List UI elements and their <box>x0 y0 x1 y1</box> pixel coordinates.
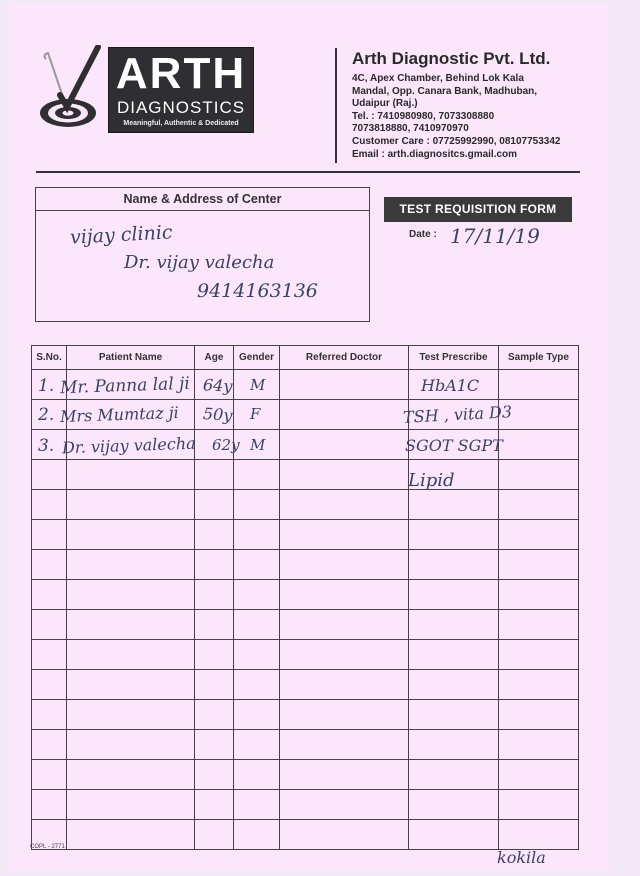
patient-name: Mrs Mumtaz ji <box>59 402 180 427</box>
patient-age: 64y <box>202 375 233 396</box>
col-header-test-prescribe: Test Prescribe <box>409 346 499 370</box>
table-cell <box>280 370 409 400</box>
table-cell <box>280 730 409 760</box>
table-cell <box>67 520 195 550</box>
table-cell <box>67 550 195 580</box>
table-cell <box>409 700 499 730</box>
telephone-line: 7073818880, 7410970970 <box>352 123 469 135</box>
address-line: Udaipur (Raj.) <box>352 98 418 110</box>
table-cell <box>409 520 499 550</box>
table-cell <box>234 730 280 760</box>
table-cell <box>234 550 280 580</box>
table-cell <box>280 490 409 520</box>
table-cell <box>499 580 579 610</box>
table-cell <box>195 820 234 850</box>
table-cell <box>32 700 67 730</box>
table-cell <box>32 730 67 760</box>
table-row <box>32 490 579 520</box>
table-cell <box>499 670 579 700</box>
table-cell <box>409 790 499 820</box>
table-cell <box>280 640 409 670</box>
patient-gender: F <box>250 405 261 423</box>
table-cell <box>195 520 234 550</box>
test-prescribed: Lipid <box>408 470 455 491</box>
header-rule <box>36 171 580 173</box>
col-header-age: Age <box>195 346 234 370</box>
table-cell <box>234 610 280 640</box>
table-cell <box>280 700 409 730</box>
test-prescribed: HbA1C <box>421 376 480 395</box>
table-cell <box>280 460 409 490</box>
table-cell <box>32 790 67 820</box>
table-cell <box>32 760 67 790</box>
table-cell <box>67 730 195 760</box>
table-cell <box>499 430 579 460</box>
table-cell <box>234 460 280 490</box>
test-prescribed: SGOT SGPT <box>405 436 503 455</box>
header-divider <box>335 48 337 163</box>
col-header-referred-doctor: Referred Doctor <box>280 346 409 370</box>
table-cell <box>409 760 499 790</box>
table-cell <box>499 370 579 400</box>
table-cell <box>499 610 579 640</box>
table-cell <box>234 640 280 670</box>
table-cell <box>499 820 579 850</box>
patient-name: Dr. vijay valecha <box>61 433 196 458</box>
table-cell <box>280 760 409 790</box>
table-cell <box>280 430 409 460</box>
logo-wordmark <box>108 47 254 133</box>
serial-number: 1. <box>38 376 55 396</box>
table-row <box>32 640 579 670</box>
patient-age: 50y <box>202 403 234 426</box>
table-cell <box>67 580 195 610</box>
table-cell <box>67 670 195 700</box>
table-cell <box>499 520 579 550</box>
logo-subtitle: DIAGNOSTICS <box>116 98 246 117</box>
table-cell <box>409 610 499 640</box>
table-cell <box>280 820 409 850</box>
table-cell <box>32 490 67 520</box>
table-cell <box>32 670 67 700</box>
patient-name: Mr. Panna lal ji <box>59 373 191 399</box>
table-cell <box>195 700 234 730</box>
center-name: vijay clinic <box>69 221 174 249</box>
table-cell <box>499 700 579 730</box>
table-cell <box>32 520 67 550</box>
table-cell <box>280 580 409 610</box>
table-cell <box>195 610 234 640</box>
table-cell <box>234 760 280 790</box>
table-cell <box>234 520 280 550</box>
table-cell <box>234 580 280 610</box>
table-cell <box>499 460 579 490</box>
table-cell <box>195 730 234 760</box>
signature: kokila <box>497 848 546 867</box>
table-header-row <box>32 346 579 370</box>
form-title: TEST REQUISITION FORM <box>384 197 572 222</box>
table-cell <box>67 760 195 790</box>
serial-number: 3. <box>38 436 55 456</box>
table-cell <box>234 670 280 700</box>
company-logo <box>38 45 253 135</box>
col-header-sample-type: Sample Type <box>499 346 579 370</box>
logo-brand: ARTH <box>115 49 247 98</box>
center-doctor: Dr. vijay valecha <box>124 252 275 273</box>
table-cell <box>499 640 579 670</box>
table-cell <box>280 670 409 700</box>
table-row <box>32 790 579 820</box>
table-cell <box>499 760 579 790</box>
email-line: Email : arth.diagnositcs.gmail.com <box>352 148 518 160</box>
table-cell <box>195 460 234 490</box>
table-cell <box>67 460 195 490</box>
table-cell <box>234 820 280 850</box>
table-row <box>32 580 579 610</box>
company-info <box>352 48 561 161</box>
company-name: Arth Diagnostic Pvt. Ltd. <box>352 49 551 68</box>
table-cell <box>280 400 409 430</box>
table-cell <box>409 670 499 700</box>
table-cell <box>409 490 499 520</box>
table-row <box>32 610 579 640</box>
table-cell <box>234 790 280 820</box>
date-label: Date : <box>409 229 437 240</box>
col-header-patient-name: Patient Name <box>67 346 195 370</box>
table-cell <box>409 640 499 670</box>
table-cell <box>409 730 499 760</box>
table-cell <box>195 640 234 670</box>
table-row <box>32 700 579 730</box>
table-cell <box>195 490 234 520</box>
table-cell <box>499 790 579 820</box>
customer-care: Customer Care : 07725992990, 08107753342 <box>352 135 561 147</box>
table-cell <box>195 790 234 820</box>
table-cell <box>409 580 499 610</box>
table-cell <box>67 610 195 640</box>
test-prescribed: TSH , vita D3 <box>402 402 513 427</box>
table-row <box>32 460 579 490</box>
center-box-title: Name & Address of Center <box>36 188 369 211</box>
table-cell <box>195 670 234 700</box>
patient-gender: M <box>250 436 266 454</box>
table-cell <box>67 790 195 820</box>
table-cell <box>32 610 67 640</box>
target-check-icon <box>38 45 106 133</box>
table-cell <box>280 610 409 640</box>
table-cell <box>280 520 409 550</box>
table-cell <box>195 580 234 610</box>
telephone-line: Tel. : 7410980980, 7073308880 <box>352 110 495 122</box>
table-row <box>32 520 579 550</box>
table-cell <box>67 820 195 850</box>
date-value: 17/11/19 <box>450 224 540 248</box>
col-header-gender: Gender <box>234 346 280 370</box>
table-cell <box>499 490 579 520</box>
table-cell <box>67 640 195 670</box>
table-cell <box>195 550 234 580</box>
col-header-sno: S.No. <box>32 346 67 370</box>
table-cell <box>32 580 67 610</box>
table-row <box>32 820 579 850</box>
table-cell <box>280 790 409 820</box>
address-line: 4C, Apex Chamber, Behind Lok Kala <box>352 73 524 84</box>
table-cell <box>499 730 579 760</box>
table-cell <box>234 700 280 730</box>
table-cell <box>409 820 499 850</box>
table-row <box>32 670 579 700</box>
table-cell <box>32 640 67 670</box>
patient-age: 62y <box>212 436 240 454</box>
logo-tagline: Meaningful, Authentic & Dedicated <box>123 120 239 127</box>
table-cell <box>499 550 579 580</box>
table-row <box>32 760 579 790</box>
table-cell <box>280 550 409 580</box>
serial-number: 2. <box>38 405 55 425</box>
patient-gender: M <box>250 376 266 394</box>
form-code: COPL - 2771 <box>30 844 65 850</box>
address-line: Mandal, Opp. Canara Bank, Madhuban, <box>352 85 538 97</box>
table-row <box>32 730 579 760</box>
table-row <box>32 550 579 580</box>
table-cell <box>67 490 195 520</box>
table-cell <box>409 550 499 580</box>
center-phone: 9414163136 <box>197 280 318 302</box>
table-cell <box>32 550 67 580</box>
table-cell <box>67 700 195 730</box>
table-cell <box>195 760 234 790</box>
table-cell <box>32 460 67 490</box>
table-cell <box>234 490 280 520</box>
